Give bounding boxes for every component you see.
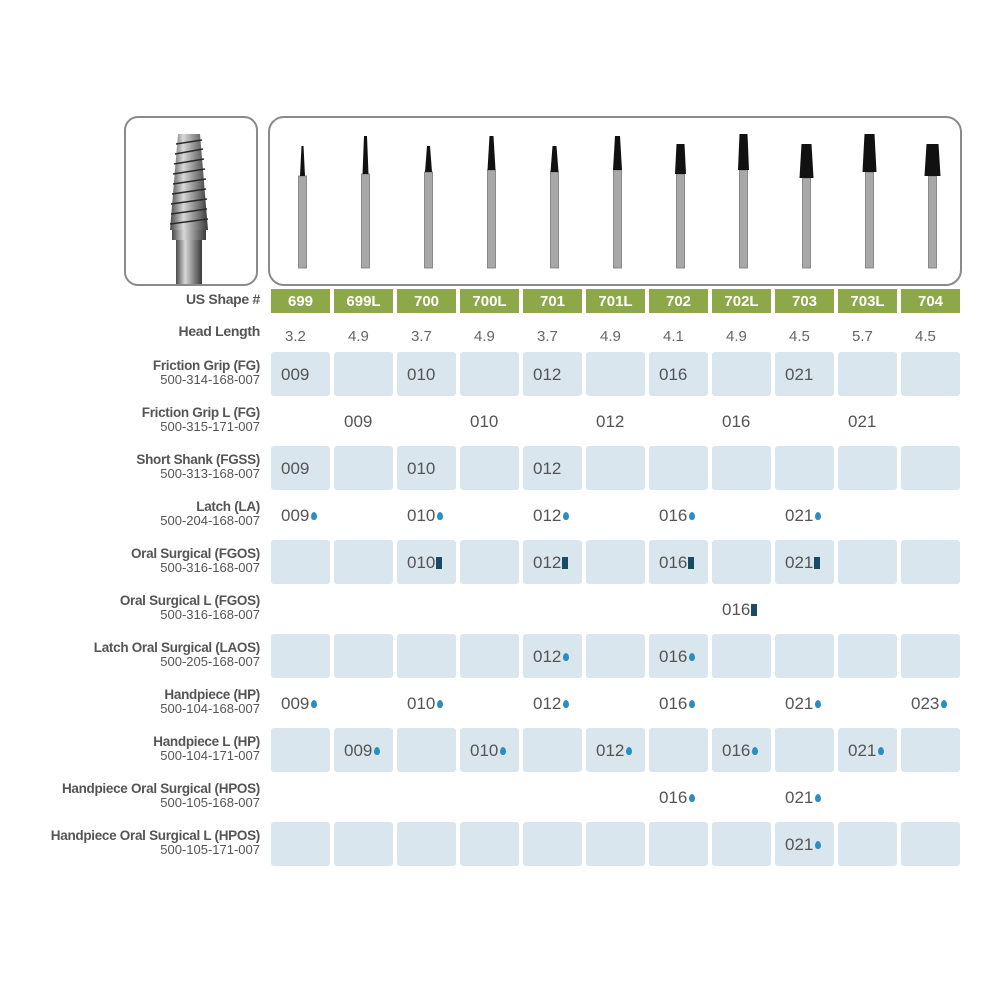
item-size-value: 010 xyxy=(407,365,436,384)
head-length-value: 4.9 xyxy=(474,328,495,345)
drop-icon xyxy=(500,747,506,755)
table-cell-bg xyxy=(712,540,771,584)
drop-icon xyxy=(689,653,695,661)
product-row-label xyxy=(160,499,260,528)
product-code: 500-105-171-007 xyxy=(160,842,260,857)
table-cell-bg xyxy=(397,634,456,678)
drop-icon xyxy=(815,794,821,802)
item-size-value: 016 xyxy=(659,788,695,808)
square-icon xyxy=(562,557,568,569)
item-size-value: 012 xyxy=(533,694,569,714)
bur-photo-frame xyxy=(124,116,258,286)
product-row-label xyxy=(62,781,260,810)
head-length-value: 3.2 xyxy=(285,328,306,345)
item-size-value: 023 xyxy=(911,694,947,714)
item-size-value: 010 xyxy=(470,412,499,431)
drop-icon xyxy=(752,747,758,755)
drop-icon xyxy=(311,512,317,520)
drop-icon xyxy=(437,700,443,708)
shape-number-cell: 702L xyxy=(712,289,771,313)
table-cell-bg xyxy=(271,540,330,584)
table-cell-bg xyxy=(586,822,645,866)
product-code: 500-104-171-007 xyxy=(160,748,260,763)
bur-icon xyxy=(675,144,686,268)
table-cell-bg xyxy=(523,728,582,772)
product-name: Handpiece L (HP) xyxy=(153,734,260,749)
bur-icon xyxy=(800,144,814,268)
item-size-value: 016 xyxy=(659,506,695,526)
shape-number-cell: 703 xyxy=(775,289,834,313)
product-code: 500-204-168-007 xyxy=(160,513,260,528)
item-size-value: 012 xyxy=(533,506,569,526)
product-name: Friction Grip (FG) xyxy=(152,358,260,373)
item-size-value: 021 xyxy=(848,412,877,431)
product-code: 500-105-168-007 xyxy=(160,795,260,810)
drop-icon xyxy=(815,700,821,708)
item-size-value: 009 xyxy=(344,412,373,431)
table-cell-bg xyxy=(901,822,960,866)
product-row-label xyxy=(142,405,260,434)
table-cell-bg xyxy=(397,822,456,866)
product-code: 500-316-168-007 xyxy=(160,607,260,622)
table-cell-bg xyxy=(649,728,708,772)
item-size-value: 016 xyxy=(722,412,751,431)
item-size-value: 010 xyxy=(407,459,436,478)
item-size-value: 012 xyxy=(596,741,632,761)
product-row-label xyxy=(153,358,260,387)
product-name: Handpiece Oral Surgical L (HPOS) xyxy=(50,828,260,843)
product-row-label xyxy=(94,640,260,669)
head-length-label: Head Length xyxy=(178,323,260,339)
item-size-value: 021 xyxy=(785,365,814,384)
drop-icon xyxy=(689,512,695,520)
table-cell-bg xyxy=(649,822,708,866)
item-size-value: 021 xyxy=(785,788,821,808)
table-cell-bg xyxy=(712,352,771,396)
bur-icon xyxy=(863,134,877,268)
bur-icon xyxy=(425,146,433,268)
table-cell-bg xyxy=(775,728,834,772)
drop-icon xyxy=(563,653,569,661)
product-name: Handpiece (HP) xyxy=(164,687,260,702)
square-icon xyxy=(751,604,757,616)
product-row-label xyxy=(160,687,260,716)
table-cell-bg xyxy=(271,728,330,772)
table-cell-bg xyxy=(586,634,645,678)
item-size-value: 010 xyxy=(407,694,443,714)
shape-number-cell: 699 xyxy=(271,289,330,313)
bur-icon xyxy=(925,144,941,268)
drop-icon xyxy=(626,747,632,755)
drop-icon xyxy=(689,794,695,802)
table-cell-bg xyxy=(271,822,330,866)
item-size-value: 016 xyxy=(659,647,695,667)
table-cell-bg xyxy=(649,446,708,490)
product-code: 500-316-168-007 xyxy=(160,560,260,575)
product-code: 500-205-168-007 xyxy=(160,654,260,669)
drop-icon xyxy=(311,700,317,708)
table-cell-bg xyxy=(712,822,771,866)
table-cell-bg xyxy=(334,634,393,678)
drop-icon xyxy=(563,700,569,708)
head-length-value: 3.7 xyxy=(411,328,432,345)
item-size-value: 012 xyxy=(533,647,569,667)
shape-number-cell: 704 xyxy=(901,289,960,313)
drop-icon xyxy=(941,700,947,708)
product-name: Oral Surgical (FGOS) xyxy=(130,546,260,561)
head-length-value: 4.5 xyxy=(789,328,810,345)
item-size-value: 010 xyxy=(407,506,443,526)
item-size-value: 009 xyxy=(344,741,380,761)
product-name: Friction Grip L (FG) xyxy=(141,405,260,420)
product-row-label xyxy=(120,593,260,622)
item-size-value: 009 xyxy=(281,365,310,384)
bur-icon xyxy=(488,136,496,268)
item-size-value: 021 xyxy=(785,694,821,714)
shape-number-cell: 703L xyxy=(838,289,897,313)
drop-icon xyxy=(878,747,884,755)
table-cell-bg xyxy=(775,634,834,678)
table-cell-bg xyxy=(586,446,645,490)
bur-icon xyxy=(613,136,622,268)
table-cell-bg xyxy=(460,446,519,490)
head-length-value: 3.7 xyxy=(537,328,558,345)
item-size-value: 010 xyxy=(407,553,442,573)
drop-icon xyxy=(374,747,380,755)
carbide-bur-photo xyxy=(126,118,256,284)
table-cell-bg xyxy=(901,728,960,772)
bur-shape-icons xyxy=(270,118,960,284)
square-icon xyxy=(688,557,694,569)
head-length-value: 4.9 xyxy=(348,328,369,345)
product-name: Latch Oral Surgical (LAOS) xyxy=(93,640,260,655)
drop-icon xyxy=(815,841,821,849)
item-size-value: 009 xyxy=(281,459,310,478)
product-row-label xyxy=(51,828,260,857)
item-size-value: 016 xyxy=(659,553,694,573)
table-cell-bg xyxy=(901,540,960,584)
bur-shapes-illustration xyxy=(268,116,962,286)
shape-number-cell: 701L xyxy=(586,289,645,313)
product-row-label xyxy=(136,452,260,481)
table-cell-bg xyxy=(460,352,519,396)
shape-header-label: US Shape # xyxy=(185,291,260,307)
item-size-value: 016 xyxy=(722,600,757,620)
item-size-value: 016 xyxy=(722,741,758,761)
head-length-value: 4.1 xyxy=(663,328,684,345)
table-cell-bg xyxy=(460,634,519,678)
table-cell-bg xyxy=(334,822,393,866)
product-name: Latch (LA) xyxy=(196,499,260,514)
square-icon xyxy=(814,557,820,569)
shape-number-cell: 699L xyxy=(334,289,393,313)
item-size-value: 021 xyxy=(848,741,884,761)
table-cell-bg xyxy=(334,446,393,490)
item-size-value: 010 xyxy=(470,741,506,761)
head-length-value: 4.9 xyxy=(726,328,747,345)
product-code: 500-314-168-007 xyxy=(160,372,260,387)
table-cell-bg xyxy=(586,540,645,584)
item-size-value: 009 xyxy=(281,506,317,526)
shape-number-cell: 700L xyxy=(460,289,519,313)
bur-icon xyxy=(738,134,749,268)
product-code: 500-313-168-007 xyxy=(160,466,260,481)
product-name: Oral Surgical L (FGOS) xyxy=(119,593,260,608)
table-cell-bg xyxy=(838,634,897,678)
table-cell-bg xyxy=(901,634,960,678)
table-cell-bg xyxy=(838,822,897,866)
item-size-value: 012 xyxy=(533,365,562,384)
item-size-value: 012 xyxy=(533,553,568,573)
shape-number-cell: 700 xyxy=(397,289,456,313)
product-name: Handpiece Oral Surgical (HPOS) xyxy=(61,781,260,796)
head-length-value: 4.9 xyxy=(600,328,621,345)
bur-icon xyxy=(551,146,559,268)
head-length-value: 5.7 xyxy=(852,328,873,345)
table-cell-bg xyxy=(712,446,771,490)
table-cell-bg xyxy=(460,822,519,866)
product-name: Short Shank (FGSS) xyxy=(136,452,260,467)
item-size-value: 012 xyxy=(596,412,625,431)
shape-number-cell: 702 xyxy=(649,289,708,313)
table-cell-bg xyxy=(271,634,330,678)
product-row-label xyxy=(131,546,260,575)
bur-icon xyxy=(362,136,370,268)
item-size-value: 012 xyxy=(533,459,562,478)
item-size-value: 009 xyxy=(281,694,317,714)
table-cell-bg xyxy=(397,728,456,772)
table-cell-bg xyxy=(838,352,897,396)
square-icon xyxy=(436,557,442,569)
shape-number-cell: 701 xyxy=(523,289,582,313)
table-cell-bg xyxy=(586,352,645,396)
drop-icon xyxy=(563,512,569,520)
drop-icon xyxy=(689,700,695,708)
table-cell-bg xyxy=(901,352,960,396)
item-size-value: 021 xyxy=(785,553,820,573)
head-length-value: 4.5 xyxy=(915,328,936,345)
drop-icon xyxy=(437,512,443,520)
item-size-value: 016 xyxy=(659,365,688,384)
table-cell-bg xyxy=(712,634,771,678)
table-cell-bg xyxy=(460,540,519,584)
product-row-label xyxy=(153,734,260,763)
table-cell-bg xyxy=(901,446,960,490)
drop-icon xyxy=(815,512,821,520)
item-size-value: 021 xyxy=(785,835,821,855)
bur-icon xyxy=(299,146,307,268)
item-size-value: 016 xyxy=(659,694,695,714)
table-cell-bg xyxy=(838,446,897,490)
table-cell-bg xyxy=(838,540,897,584)
table-cell-bg xyxy=(334,540,393,584)
table-cell-bg xyxy=(334,352,393,396)
product-code: 500-315-171-007 xyxy=(160,419,260,434)
item-size-value: 021 xyxy=(785,506,821,526)
product-code: 500-104-168-007 xyxy=(160,701,260,716)
table-cell-bg xyxy=(775,446,834,490)
table-cell-bg xyxy=(523,822,582,866)
